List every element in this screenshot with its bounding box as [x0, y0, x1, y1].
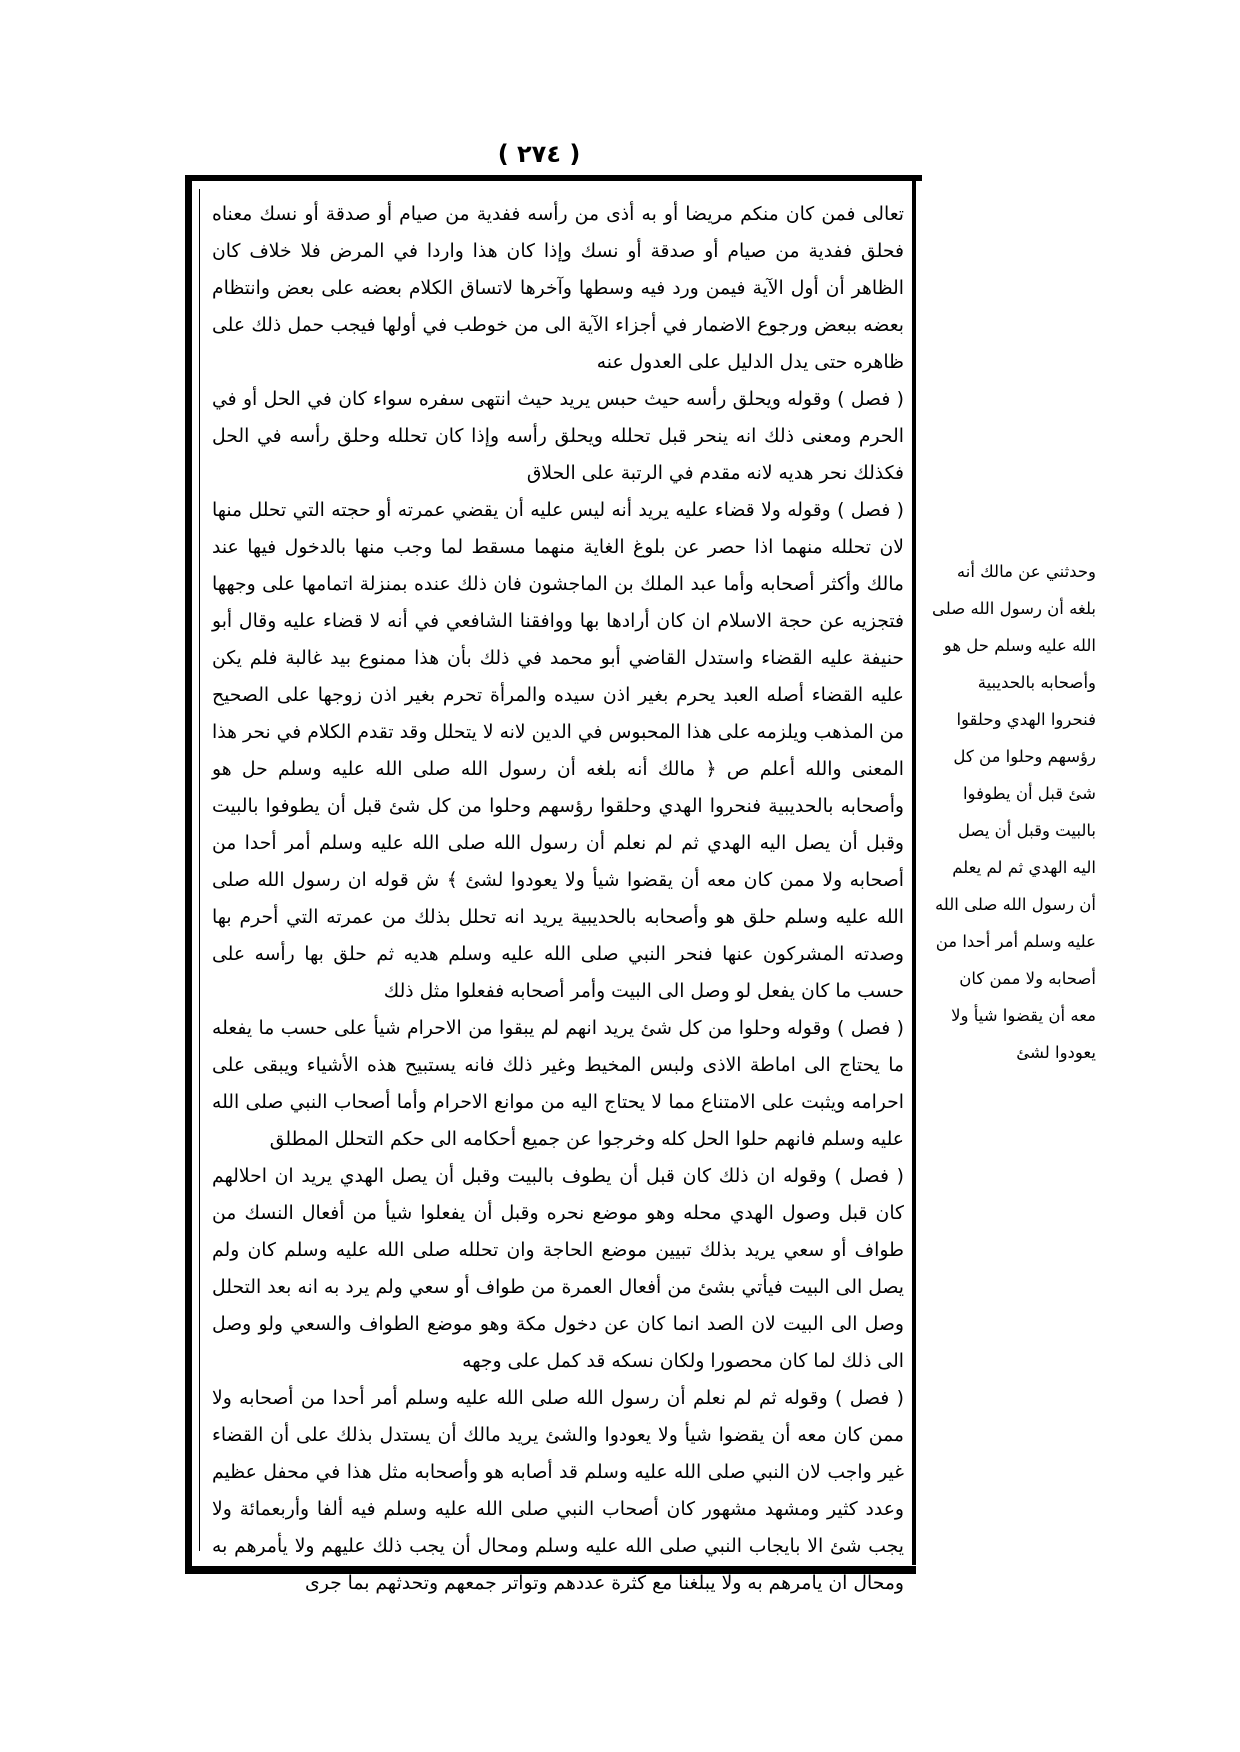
paragraph: ( فصل ) وقوله ثم لم نعلم أن رسول الله صلى الله عليه وسلم أمر أحدا من أصحابه ولا ممن كان معه أن يقضوا شيأ ولا يعودوا والشئ يريد مالك أن يستدل بذلك على أن القضاء غير واجب لان النبي صلى الله عليه وسلم قد أصابه هو وأصحابه مثل هذا في محفل عظيم وعدد كثير ومشهد مشهور كان أصحاب النبي صلى الله عليه وسلم فيه ألفا وأربعمائة ولا يجب شئ الا بايجاب النبي صلى الله عليه وسلم ومحال أن يجب ذلك عليهم ولا يأمرهم به ومحال أن يأمرهم به ولا يبلغنا مع كثرة عددهم وتواتر جمعهم وتحدثهم بما جرى	[212, 1388, 904, 1594]
paragraph: ( فصل ) وقوله وحلوا من كل شئ يريد انهم لم يبقوا من الاحرام شيأ على حسب ما يفعله ما يحتاج الى اماطة الاذى ولبس المخيط وغير ذلك فانه يستبيح هذه الأشياء ويبقى على احرامه ويثبت على الامتناع مما لا يحتاج اليه من موانع الاحرام وأما أصحاب النبي صلى الله عليه وسلم فانهم حلوا الحل كله وخرجوا عن جميع أحكامه الى حكم التحلل المطلق	[212, 1018, 904, 1150]
page-number: ( ٢٧٤ )	[497, 140, 581, 168]
margin-hadith-text: وحدثني عن مالك أنه بلغه أن رسول الله صلى الله عليه وسلم حل هو وأصحابه بالحديبية فنحروا الهدي وحلقوا رؤسهم وحلوا من كل شئ قبل أن يطوفوا بالبيت وقبل أن يصل اليه الهدي ثم لم يعلم أن رسول الله صلى الله عليه وسلم أمر أحدا من أصحابه ولا ممن كان معه أن يقضوا شيأ ولا يعودوا لشئ	[932, 562, 1096, 1062]
paragraph: تعالى فمن كان منكم مريضا أو به أذى من رأسه ففدية من صيام أو صدقة أو نسك معناه فحلق ففدية من صيام أو صدقة أو نسك وإذا كان هذا واردا في المرض فلا خلاف كان الظاهر أن أول الآية فيمن ورد فيه وسطها وآخرها لاتساق الكلام بعضه على بعض وانتظام بعضه ببعض ورجوع الاضمار في أجزاء الآية الى من خوطب في أولها فيجب حمل ذلك على ظاهره حتى يدل الدليل على العدول عنه	[212, 204, 904, 373]
frame-right-border	[912, 175, 916, 1565]
paragraph: ( فصل ) وقوله ويحلق رأسه حيث حبس يريد حيث انتهى سفره سواء كان في الحل أو في الحرم ومعنى ذلك انه ينحر قبل تحلله ويحلق رأسه وإذا كان تحلله وحلق رأسه في الحل فكذلك نحر هديه لانه مقدم في الرتبة على الحلاق	[212, 389, 904, 484]
paragraph: ( فصل ) وقوله ولا قضاء عليه يريد أنه ليس عليه أن يقضي عمرته أو حجته التي تحلل منها لان تحلله منهما اذا حصر عن بلوغ الغاية منهما مسقط لما وجب منها بالدخول فيها عند مالك وأكثر أصحابه وأما عبد الملك بن الماجشون فان ذلك عنده بمنزلة اتمامها على وجهها فتجزيه عن حجة الاسلام ان كان أرادها بها ووافقنا الشافعي في أنه لا قضاء عليه وقال أبو حنيفة عليه القضاء واستدل القاضي أبو محمد في ذلك بأن هذا ممنوع بيد غالبة فلم يكن عليه القضاء أصله العبد يحرم بغير اذن سيده والمرأة تحرم بغير اذن زوجها على الصحيح من المذهب ويلزمه على هذا المحبوس في الدين لانه لا يتحلل وقد تقدم الكلام في نحر هذا المعنى والله أعلم ص ﴿ مالك أنه بلغه أن رسول الله صلى الله عليه وسلم حل هو وأصحابه بالحديبية فنحروا الهدي وحلقوا رؤسهم وحلوا من كل شئ قبل أن يطوفوا بالبيت وقبل أن يصل اليه الهدي ثم لم نعلم أن رسول الله صلى الله عليه وسلم أمر أحدا من أصحابه ولا ممن كان معه أن يقضوا شيأ ولا يعودوا لشئ ﴾ ش قوله ان رسول الله صلى الله عليه وسلم حلق هو وأصحابه بالحديبية يريد انه تحلل بذلك من عمرته التي أحرم بها وصدته المشركون عنها فنحر النبي صلى الله عليه وسلم هديه ثم حلق بها رأسه على حسب ما كان يفعل لو وصل الى البيت وأمر أصحابه ففعلوا مثل ذلك	[212, 500, 904, 1002]
paragraph: ( فصل ) وقوله ان ذلك كان قبل أن يطوف بالبيت وقبل أن يصل الهدي يريد ان احلالهم كان قبل وصول الهدي محله وهو موضع نحره وقبل أن يفعلوا شيأ من أفعال النسك من طواف أو سعي يريد بذلك تبيين موضع الحاجة وان تحلله صلى الله عليه وسلم كان ولم يصل الى البيت فيأتي بشئ من أفعال العمرة من طواف أو سعي ولم يرد به انه بعد التحلل وصل الى البيت لان الصد انما كان عن دخول مكة وهو موضع الطواف والسعي ولو وصل الى ذلك لما كان محصورا ولكان نسكه قد كمل على وجهه	[212, 1166, 904, 1372]
commentary-text	[212, 196, 904, 1594]
frame-inner-rule	[199, 189, 200, 1551]
